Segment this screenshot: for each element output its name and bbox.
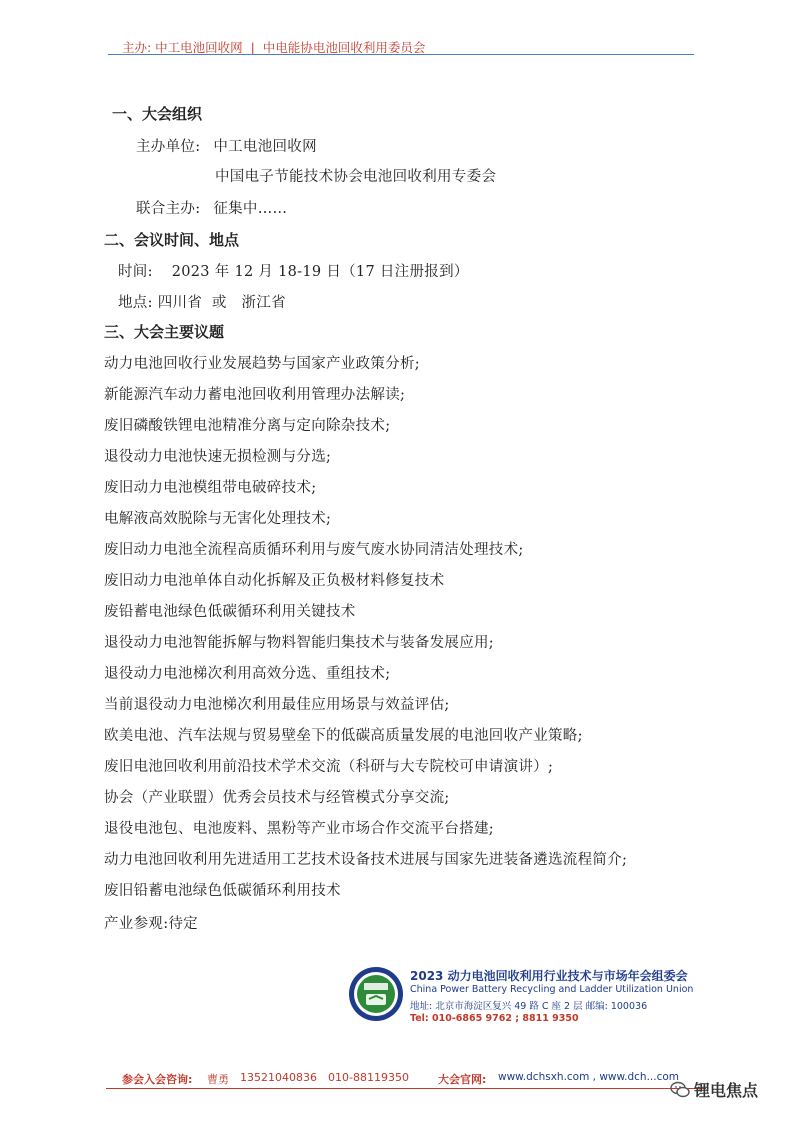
header-rule (108, 54, 694, 55)
watermark-text: 锂电焦点 (694, 1081, 759, 1100)
topic-item: 退役电池包、电池废料、黑粉等产业市场合作交流平台搭建; (104, 821, 494, 837)
place-label: 地点: (118, 295, 153, 311)
place-row (118, 291, 286, 312)
topic-item: 废旧动力电池全流程高质循环利用与废气废水协同清洁处理技术; (104, 542, 524, 558)
co-host-row (136, 197, 287, 218)
organizer-title: 2023 动力电池回收利用行业技术与市场年会组委会 (410, 969, 688, 983)
time-row (118, 260, 469, 281)
topic-item: 动力电池回收行业发展趋势与国家产业政策分析; (104, 356, 420, 372)
place-value: 四川省 或 浙江省 (157, 295, 286, 311)
header-left: 主办: 中工电池回收网 (122, 40, 243, 55)
topic-item: 废旧动力电池模组带电破碎技术; (104, 480, 317, 496)
organizer-address: 地址: 北京市海淀区复兴 49 路 C 座 2 层 邮编: 100036 (410, 1001, 648, 1012)
logo-emblem-icon (347, 965, 405, 1023)
organizer-english: China Power Battery Recycling and Ladder Utilization Union (410, 984, 694, 995)
organizer-logo (347, 965, 405, 1023)
watermark (670, 1078, 758, 1101)
topic-item: 退役动力电池智能拆解与物料智能归集技术与装备发展应用; (104, 635, 494, 651)
section-2-title: 二、会议时间、地点 (104, 231, 240, 249)
topic-item: 当前退役动力电池梯次利用最佳应用场景与效益评估; (104, 697, 450, 713)
host-value-1: 中工电池回收网 (213, 139, 317, 155)
topic-item: 动力电池回收利用先进适用工艺技术设备技术进展与国家先进装备遴选流程简介; (104, 852, 628, 868)
time-label: 时间: (118, 264, 153, 280)
topic-item: 废旧电池回收利用前沿技术学术交流（科研与大专院校可申请演讲）; (104, 759, 554, 775)
section-3-title: 三、大会主要议题 (104, 323, 225, 341)
contact-phone-2: 010-88119350 (328, 1071, 409, 1084)
contact-phone-1: 13521040836 (240, 1071, 317, 1084)
footer-rule (106, 1088, 706, 1089)
time-value: 2023 年 12 月 18-19 日（17 日注册报到） (171, 264, 469, 280)
topic-item: 退役动力电池快速无损检测与分选; (104, 449, 332, 465)
topic-item: 协会（产业联盟）优秀会员技术与经管模式分享交流; (104, 790, 450, 806)
wechat-icon (670, 1081, 690, 1099)
consult-label: 参会入会咨询: (122, 1073, 193, 1086)
co-host-value: 征集中…… (213, 201, 288, 217)
topic-item: 废旧铅蓄电池绿色低碳循环利用技术 (104, 883, 341, 899)
topic-item: 新能源汽车动力蓄电池回收利用管理办法解读; (104, 387, 406, 403)
host-row (136, 135, 317, 156)
site-label: 大会官网: (438, 1073, 487, 1086)
host-label: 主办单位: (136, 139, 201, 155)
topic-item: 欧美电池、汽车法规与贸易壁垒下的低碳高质量发展的电池回收产业策略; (104, 728, 583, 744)
host-value-2: 中国电子节能技术协会电池回收利用专委会 (215, 169, 497, 185)
topic-item: 废铅蓄电池绿色低碳循环利用关键技术 (104, 604, 356, 620)
header-right: 中电能协电池回收利用委员会 (262, 40, 426, 55)
header-separator: | (250, 40, 255, 55)
organizer-tel: Tel: 010-6865 9762 ; 8811 9350 (410, 1013, 579, 1024)
site-link[interactable]: www.dchsxh.com , www.dch...com (498, 1071, 680, 1083)
topic-item: 废旧磷酸铁锂电池精准分离与定向除杂技术; (104, 418, 391, 434)
co-host-label: 联合主办: (136, 201, 201, 217)
industry-visit: 产业参观:待定 (104, 916, 198, 932)
contact-name: 曹勇 (207, 1073, 229, 1086)
section-1-title: 一、大会组织 (112, 105, 203, 123)
topic-item: 电解液高效脱除与无害化处理技术; (104, 511, 332, 527)
topic-item: 退役动力电池梯次利用高效分选、重组技术; (104, 666, 391, 682)
topic-item: 废旧动力电池单体自动化拆解及正负极材料修复技术 (104, 573, 445, 589)
